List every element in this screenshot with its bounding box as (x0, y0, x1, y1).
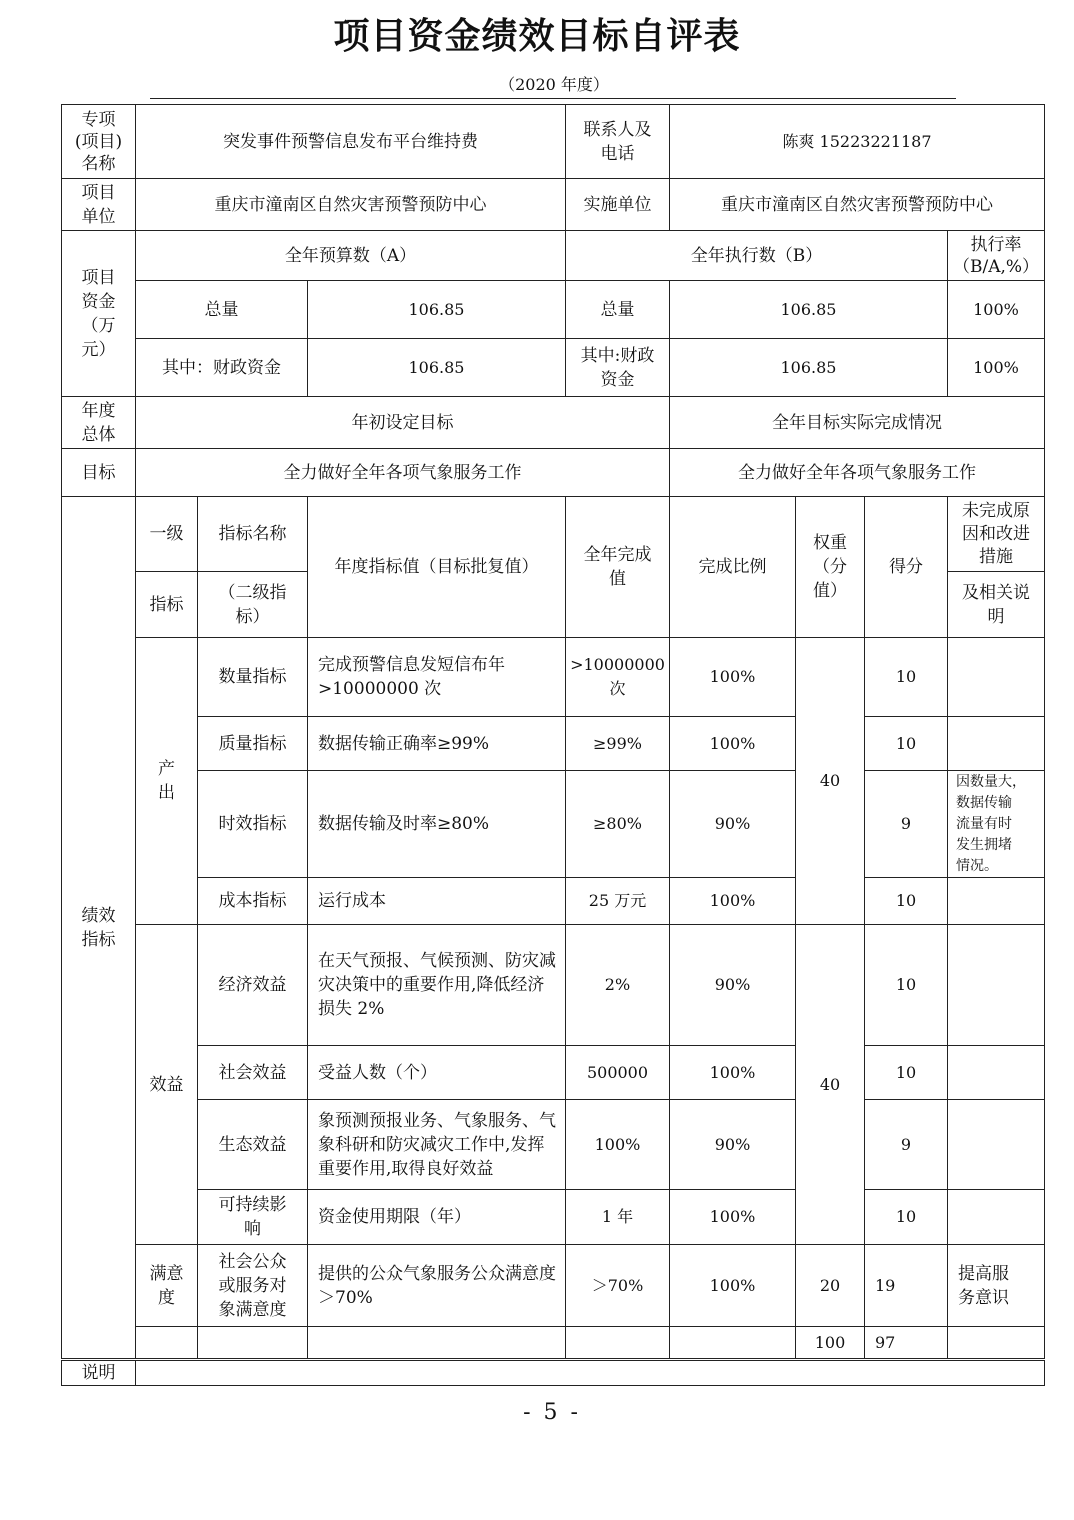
total-weight: 100 (796, 1327, 865, 1359)
indicator-ratio: 100% (670, 638, 796, 717)
total-cell-empty (670, 1327, 796, 1359)
goal-actual-text: 全力做好全年各项气象服务工作 (670, 449, 1045, 497)
impl-unit: 重庆市潼南区自然灾害预警预防中心 (670, 179, 1045, 231)
indicator-score: 10 (865, 878, 948, 925)
goal-actual-header: 全年目标实际完成情况 (670, 397, 1045, 449)
indicator-name: 经济效益 (198, 925, 308, 1046)
satisfaction-target: 提供的公众气象服务公众满意度＞70% (308, 1245, 566, 1327)
project-name-label: 专项 (项目) 名称 (62, 105, 136, 179)
header-ratio: 完成比例 (670, 497, 796, 638)
indicator-done: 1 年 (566, 1190, 670, 1245)
indicator-target: 在天气预报、气候预测、防灾减灾决策中的重要作用,降低经济损失 2% (308, 925, 566, 1046)
fiscal-label: 其中：财政资金 (136, 339, 308, 397)
indicator-reason (948, 638, 1045, 717)
indicator-done: 500000 (566, 1046, 670, 1100)
indicator-reason (948, 878, 1045, 925)
header-weight: 权重 （分 值） (796, 497, 865, 638)
satisfaction-name: 社会公众 或服务对 象满意度 (198, 1245, 308, 1327)
rate-header: 执行率 （B/A,%） (948, 231, 1045, 281)
indicator-ratio: 90% (670, 925, 796, 1046)
header-target: 年度指标值（目标批复值） (308, 497, 566, 638)
indicator-reason: 因数量大， 数据传输 流量有时 发生拥堵 情况。 (948, 771, 1045, 878)
benefit-weight: 40 (796, 925, 865, 1245)
indicator-name: 社会效益 (198, 1046, 308, 1100)
year-label: （2020 年度） (499, 75, 609, 94)
indicator-ratio: 100% (670, 1046, 796, 1100)
satisfaction-weight: 20 (796, 1245, 865, 1327)
indicator-score: 10 (865, 717, 948, 771)
satisfaction-ratio: 100% (670, 1245, 796, 1327)
total-cell-empty (308, 1327, 566, 1359)
indicator-done: >10000000 次 (566, 638, 670, 717)
goal-label-1: 年度 总体 (62, 397, 136, 449)
indicator-ratio: 100% (670, 717, 796, 771)
fiscal-budget: 106.85 (308, 339, 566, 397)
indicator-target: 数据传输正确率≥99% (308, 717, 566, 771)
indicator-name: 生态效益 (198, 1100, 308, 1190)
indicator-name: 数量指标 (198, 638, 308, 717)
indicator-target: 数据传输及时率≥80% (308, 771, 566, 878)
project-unit: 重庆市潼南区自然灾害预警预防中心 (136, 179, 566, 231)
indicator-done: 100% (566, 1100, 670, 1190)
project-unit-label: 项目 单位 (62, 179, 136, 231)
goal-set-header: 年初设定目标 (136, 397, 670, 449)
indicator-score: 10 (865, 638, 948, 717)
header-reason-b: 及相关说 明 (948, 572, 1045, 638)
total-label: 总量 (136, 281, 308, 339)
total-exec-label: 总量 (566, 281, 670, 339)
indicator-target: 运行成本 (308, 878, 566, 925)
satisfaction-label: 满意 度 (136, 1245, 198, 1327)
total-rate: 100% (948, 281, 1045, 339)
output-weight: 40 (796, 638, 865, 925)
budget-header: 全年预算数（A） (136, 231, 566, 281)
note-table (61, 1360, 1045, 1386)
indicator-name: 成本指标 (198, 878, 308, 925)
header-done: 全年完成 值 (566, 497, 670, 638)
total-cell-empty (566, 1327, 670, 1359)
indicator-reason (948, 717, 1045, 771)
indicator-score: 9 (865, 1100, 948, 1190)
fiscal-exec: 106.85 (670, 339, 948, 397)
header-reason-a: 未完成原 因和改进 措施 (948, 497, 1045, 572)
indicator-score: 10 (865, 1046, 948, 1100)
header-score: 得分 (865, 497, 948, 638)
output-label: 产 出 (136, 638, 198, 925)
indicator-target: 完成预警信息发短信布年>10000000 次 (308, 638, 566, 717)
exec-header: 全年执行数（B） (566, 231, 948, 281)
fiscal-exec-label: 其中:财政 资金 (566, 339, 670, 397)
indicators-section-label: 绩效 指标 (62, 497, 136, 1359)
indicator-target: 象预测预报业务、气象服务、气象科研和防灾减灾工作中,发挥重要作用,取得良好效益 (308, 1100, 566, 1190)
indicator-reason (948, 1046, 1045, 1100)
indicator-ratio: 90% (670, 771, 796, 878)
header-level1-b: 指标 (136, 572, 198, 638)
page-number: - 5 - (523, 1400, 581, 1425)
indicator-done: 25 万元 (566, 878, 670, 925)
indicator-name: 质量指标 (198, 717, 308, 771)
satisfaction-done: ＞70% (566, 1245, 670, 1327)
indicator-done: 2% (566, 925, 670, 1046)
header-name-a: 指标名称 (198, 497, 308, 572)
indicator-reason (948, 1190, 1045, 1245)
fiscal-rate: 100% (948, 339, 1045, 397)
total-cell-empty (948, 1327, 1045, 1359)
note-label: 说明 (62, 1361, 136, 1386)
evaluation-table (61, 104, 1045, 1359)
note-content (136, 1361, 1045, 1386)
benefit-label: 效益 (136, 925, 198, 1245)
indicator-reason (948, 925, 1045, 1046)
page-title: 项目资金绩效目标自评表 (333, 16, 741, 57)
divider-line (150, 98, 956, 99)
indicator-target: 受益人数（个） (308, 1046, 566, 1100)
contact-value: 陈爽 15223221187 (670, 105, 1045, 179)
total-score: 97 (865, 1327, 948, 1359)
total-exec: 106.85 (670, 281, 948, 339)
indicator-score: 10 (865, 925, 948, 1046)
indicator-score: 10 (865, 1190, 948, 1245)
goal-label-2: 目标 (62, 449, 136, 497)
indicator-reason (948, 1100, 1045, 1190)
total-cell-empty (198, 1327, 308, 1359)
goal-set-text: 全力做好全年各项气象服务工作 (136, 449, 670, 497)
indicator-name: 时效指标 (198, 771, 308, 878)
header-name-b: （二级指 标） (198, 572, 308, 638)
project-name: 突发事件预警信息发布平台维持费 (136, 105, 566, 179)
indicator-ratio: 90% (670, 1100, 796, 1190)
satisfaction-score: 19 (865, 1245, 948, 1327)
contact-label: 联系人及 电话 (566, 105, 670, 179)
indicator-done: ≥99% (566, 717, 670, 771)
total-budget: 106.85 (308, 281, 566, 339)
total-cell-empty (136, 1327, 198, 1359)
indicator-name: 可持续影 响 (198, 1190, 308, 1245)
indicator-ratio: 100% (670, 1190, 796, 1245)
indicator-ratio: 100% (670, 878, 796, 925)
impl-unit-label: 实施单位 (566, 179, 670, 231)
satisfaction-reason: 提高服 务意识 (948, 1245, 1045, 1327)
funds-label: 项目 资金 （万 元） (62, 231, 136, 397)
indicator-score: 9 (865, 771, 948, 878)
indicator-done: ≥80% (566, 771, 670, 878)
indicator-target: 资金使用期限（年） (308, 1190, 566, 1245)
header-level1-a: 一级 (136, 497, 198, 572)
